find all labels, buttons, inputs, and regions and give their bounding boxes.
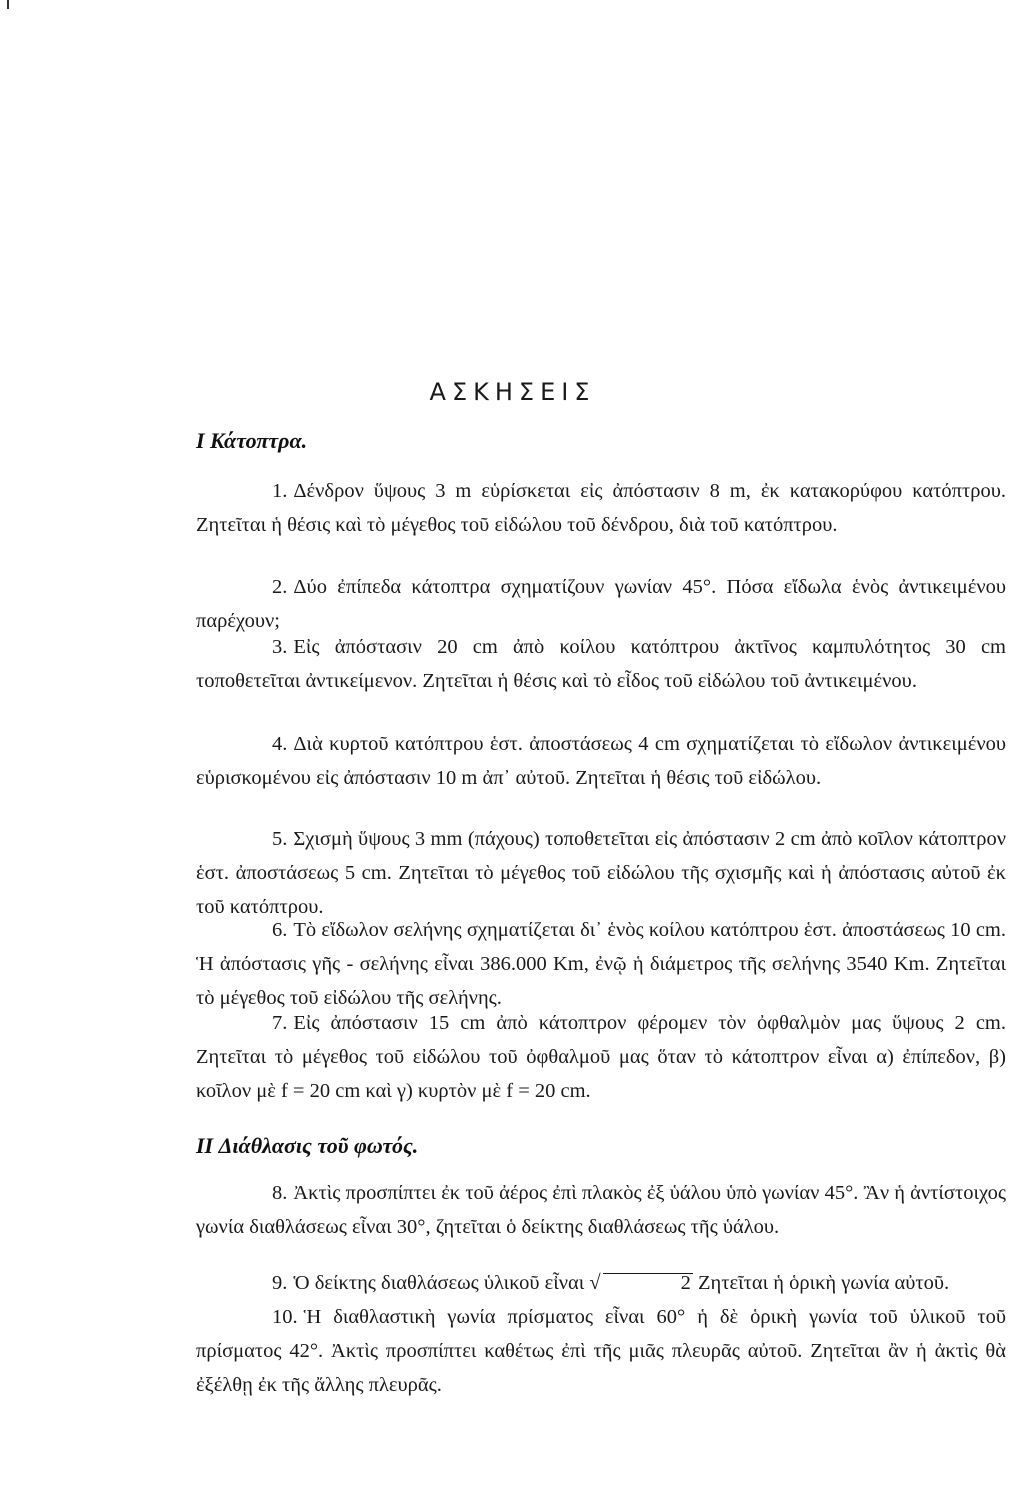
exercise-text: Εἰς ἀπόστασιν 20 cm ἀπὸ κοίλου κατόπτρου ἀκτῖνος καμπυλότητος 30 cm τοποθετεῖται ἀντικείμενον. Ζητεῖται ἡ θέσις καὶ τὸ εἶδος τοῦ εἰδώλου τοῦ ἀντικειμένου. bbox=[196, 636, 1006, 692]
exercise-text: Διὰ κυρτοῦ κατόπτρου ἑστ. ἀποστάσεως 4 cm σχηματίζεται τὸ εἴδωλον ἀντικειμένου εὑρισκομένου εἰς ἀπόστασιν 10 m ἀπ᾽ αὐτοῦ. Ζητεῖται ἡ θέσις τοῦ εἰδώλου. bbox=[196, 733, 1006, 789]
exercise-number: 4. bbox=[272, 733, 288, 755]
exercise-text: Δένδρον ὕψους 3 m εὑρίσκεται εἰς ἀπόστασιν 8 m, ἐκ κατακορύφου κατόπτρου. Ζητεῖται ἡ θέσις καὶ τὸ μέγεθος τοῦ εἰδώλου τοῦ δένδρου, διὰ τοῦ κατόπτρου. bbox=[196, 480, 1006, 536]
exercise-text: Δύο ἐπίπεδα κάτοπτρα σχηματίζουν γωνίαν 45°. Πόσα εἴδωλα ἑνὸς ἀντικειμένου παρέχουν; bbox=[196, 576, 1006, 632]
exercise-text: Ἡ διαθλαστικὴ γωνία πρίσματος εἶναι 60° ἡ δὲ ὁρικὴ γωνία τοῦ ὑλικοῦ τοῦ πρίσματος 42°. Ἀκτὶς προσπίπτει καθέτως ἐπὶ τῆς μιᾶς πλευρᾶς αὐτοῦ. Ζητεῖται ἂν ἡ ἀκτὶς θὰ ἐξέλθῃ ἐκ τῆς ἄλλης πλευρᾶς. bbox=[196, 1306, 1006, 1396]
exercise-number: 5. bbox=[272, 828, 288, 850]
exercise-number: 10. bbox=[272, 1306, 298, 1328]
exercise-text: Σχισμὴ ὕψους 3 mm (πάχους) τοποθετεῖται εἰς ἀπόστασιν 2 cm ἀπὸ κοῖλον κάτοπτρον ἑστ. ἀποστάσεως 5 cm. Ζητεῖται τὸ μέγεθος τοῦ εἰδώλου τῆς σχισμῆς καὶ ἡ ἀπόστασις αὐτοῦ ἐκ τοῦ κατόπτρου. bbox=[196, 828, 1006, 918]
square-root-symbol: √ 2 bbox=[589, 1272, 691, 1294]
exercise-3 bbox=[196, 630, 1006, 698]
square-root-radicand: 2 bbox=[603, 1273, 693, 1292]
exercise-number: 6. bbox=[272, 919, 288, 941]
section-heading-mirrors: I Κάτοπτρα. bbox=[196, 428, 308, 453]
exercise-7 bbox=[196, 1006, 1006, 1108]
exercise-text-continued: Ζητεῖται ἡ ὁρικὴ γωνία αὐτοῦ. bbox=[698, 1272, 950, 1294]
exercise-number: 9. bbox=[272, 1272, 288, 1294]
exercise-4 bbox=[196, 727, 1006, 795]
exercise-number: 8. bbox=[272, 1182, 288, 1204]
exercise-8 bbox=[196, 1176, 1006, 1244]
exercise-1 bbox=[196, 474, 1006, 542]
exercise-5 bbox=[196, 822, 1006, 924]
exercise-number: 3. bbox=[272, 636, 288, 658]
exercise-text: Εἰς ἀπόστασιν 15 cm ἀπὸ κάτοπτρον φέρομεν τὸν ὀφθαλμὸν μας ὕψους 2 cm. Ζητεῖται τὸ μέγεθος τοῦ εἰδώλου τοῦ ὀφθαλμοῦ μας ὅταν τὸ κάτοπτρον εἶναι α) ἐπίπεδον, β) κοῖλον μὲ f = 20 cm καὶ γ) κυρτὸν μὲ f = 20 cm. bbox=[196, 1012, 1006, 1102]
exercise-number: 2. bbox=[272, 576, 288, 598]
exercise-10 bbox=[196, 1300, 1006, 1402]
exercise-text: Τὸ εἴδωλον σελήνης σχηματίζεται δι᾽ ἑνὸς κοίλου κατόπτρου ἑστ. ἀποστάσεως 10 cm. Ἡ ἀπόστασις γῆς - σελήνης εἶναι 386.000 Km, ἐνῷ ἡ διάμετρος τῆς σελήνης 3540 Km. Ζητεῖται τὸ μέγεθος τοῦ εἰδώλου τῆς σελήνης. bbox=[196, 919, 1006, 1009]
exercise-6 bbox=[196, 913, 1006, 1015]
page-title: ΑΣΚΗΣΕΙΣ bbox=[429, 378, 596, 406]
exercise-text: Ἀκτὶς προσπίπτει ἐκ τοῦ ἀέρος ἐπὶ πλακὸς ἐξ ὑάλου ὑπὸ γωνίαν 45°. Ἂν ἡ ἀντίστοιχος γωνία διαθλάσεως εἶναι 30°, ζητεῖται ὁ δείκτης διαθλάσεως τῆς ὑάλου. bbox=[196, 1182, 1006, 1238]
exercise-text: Ὁ δείκτης διαθλάσεως ὑλικοῦ εἶναι bbox=[293, 1272, 585, 1294]
exercise-2 bbox=[196, 570, 1006, 638]
section-heading-refraction: II Διάθλασις τοῦ φωτός. bbox=[196, 1133, 419, 1158]
exercise-number: 1. bbox=[272, 480, 288, 502]
scan-edge-mark bbox=[7, 0, 9, 9]
exercise-number: 7. bbox=[272, 1012, 288, 1034]
exercise-9 bbox=[196, 1266, 1006, 1300]
